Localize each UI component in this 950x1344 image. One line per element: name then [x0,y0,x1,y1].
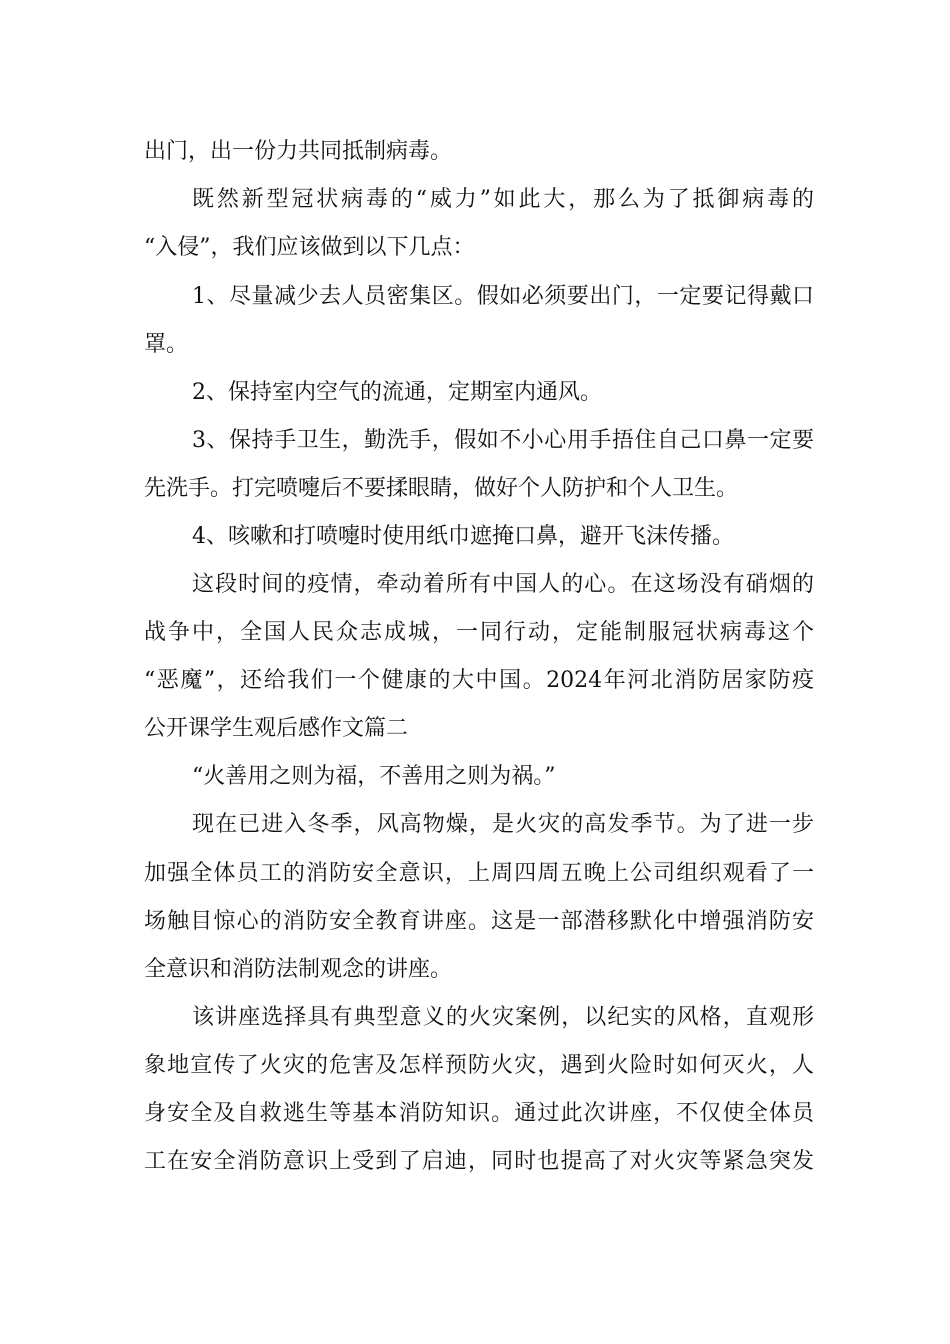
text-line: 这段时间的疫情，牵动着所有中国人的心。在这场没有硝烟的 [192,572,814,597]
text-line: 公开课学生观后感作文篇二 [144,716,409,741]
text-line: 1、尽量减少去人员密集区。假如必须要出门，一定要记得戴口 [192,284,814,309]
text-line: 罩。 [144,332,189,357]
text-line: “恶魔”，还给我们一个健康的大中国。2024年河北消防居家防疫 [144,668,814,693]
text-line: 既然新型冠状病毒的“威力”如此大，那么为了抵御病毒的 [192,187,814,212]
text-line: 工在安全消防意识上受到了启迪，同时也提高了对火灾等紧急突发 [144,1149,814,1174]
text-line: “入侵”，我们应该做到以下几点： [144,235,475,260]
text-line: 4、咳嗽和打喷嚏时使用纸巾遮掩口鼻，避开飞沫传播。 [192,524,734,549]
text-line: 该讲座选择具有典型意义的火灾案例，以纪实的风格，直观形 [192,1005,814,1030]
text-line: 3、保持手卫生，勤洗手，假如不小心用手捂住自己口鼻一定要 [192,428,814,453]
text-line: 2、保持室内空气的流通，定期室内通风。 [192,380,602,405]
text-line: “火善用之则为福，不善用之则为祸。” [192,764,556,789]
text-line: 身安全及自救逃生等基本消防知识。通过此次讲座，不仅使全体员 [144,1101,814,1126]
text-line: 象地宣传了火灾的危害及怎样预防火灾，遇到火险时如何灭火，人 [144,1053,814,1078]
text-line: 加强全体员工的消防安全意识，上周四周五晚上公司组织观看了一 [144,861,814,886]
text-line: 先洗手。打完喷嚏后不要揉眼睛，做好个人防护和个人卫生。 [144,476,739,501]
text-line: 场触目惊心的消防安全教育讲座。这是一部潜移默化中增强消防安 [144,909,814,934]
text-line: 现在已进入冬季，风高物燥，是火灾的高发季节。为了进一步 [192,812,814,837]
text-line: 全意识和消防法制观念的讲座。 [144,957,453,982]
text-line: 出门，出一份力共同抵制病毒。 [144,139,453,164]
text-line: 战争中，全国人民众志成城，一同行动，定能制服冠状病毒这个 [144,620,814,645]
